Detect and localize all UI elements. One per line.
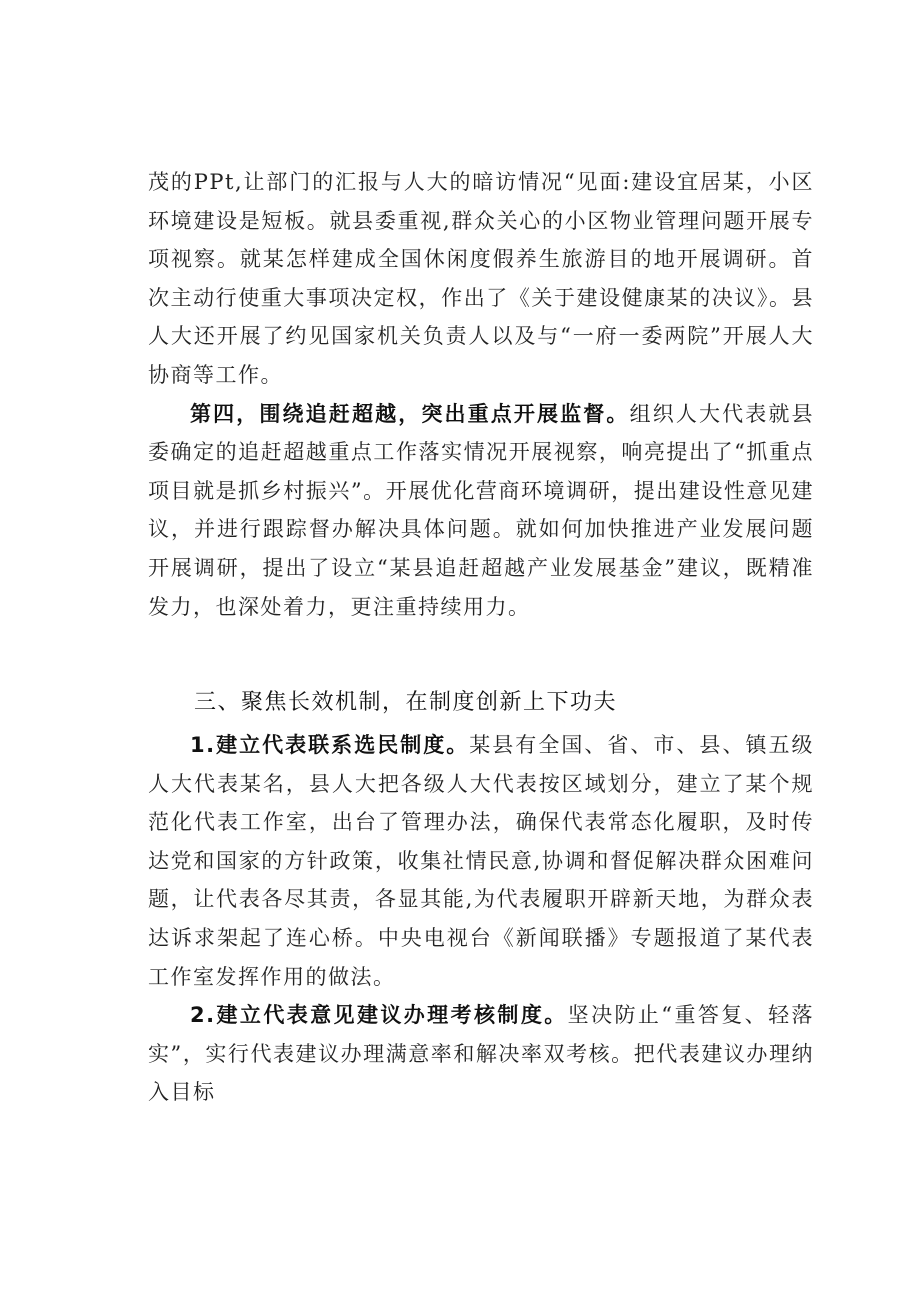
paragraph-continued: 茂的PPt,让部门的汇报与人大的暗访情况“见面:建设宜居某，小区环境建设是短板。就县委重视,群众关心的小区物业管理问题开展专项视察。就某怎样建成全国休闲度假养生旅游目的地开展调研。首次主动行使重大事项决定权，作出了《关于建设健康某的决议》。县人大还开展了约见国家机关负责人以及与“一府一委两院”开展人大协商等工作。 bbox=[148, 170, 814, 387]
paragraph-lead: 第四，围绕追赶超越，突出重点开展监督。 bbox=[190, 401, 630, 426]
item-lead: 2.建立代表意见建议办理考核制度。 bbox=[190, 1003, 568, 1028]
list-item-1 bbox=[148, 726, 814, 996]
paragraph-text: 组织人大代表就县委确定的追赶超越重点工作落实情况开展视察，响亮提出了“抓重点项目就是抓乡村振兴”。开展优化营商环境调研，提出建设性意见建议，并进行跟踪督办解决具体问题。就如何加快推进产业发展问题开展调研，提出了设立“某县追赶超越产业发展基金”建议，既精准发力，也深处着力，更注重持续用力。 bbox=[148, 401, 815, 619]
item-text: 某县有全国、省、市、县、镇五级人大代表某名，县人大把各级人大代表按区域划分，建立了某个规范化代表工作室，出台了管理办法，确保代表常态化履职，及时传达党和国家的方针政策，收集社情民意,协调和督促解决群众困难问题，让代表各尽其责，各显其能,为代表履职开辟新天地，为群众表达诉求架起了连心桥。中央电视台《新闻联播》专题报道了某代表工作室发挥作用的做法。 bbox=[148, 733, 814, 989]
paragraph-fourth bbox=[148, 395, 814, 627]
body-text bbox=[148, 163, 814, 626]
list-item-2 bbox=[148, 996, 814, 1112]
section-three bbox=[148, 682, 814, 723]
item-lead: 1.建立代表联系选民制度。 bbox=[190, 733, 470, 757]
section-three-body bbox=[148, 726, 814, 1112]
section-heading: 三、聚焦长效机制，在制度创新上下功夫 bbox=[194, 690, 618, 715]
item-text: 坚决防止“重答复、轻落实”，实行代表建议办理满意率和解决率双考核。把代表建议办理纳入目标 bbox=[148, 1003, 814, 1105]
